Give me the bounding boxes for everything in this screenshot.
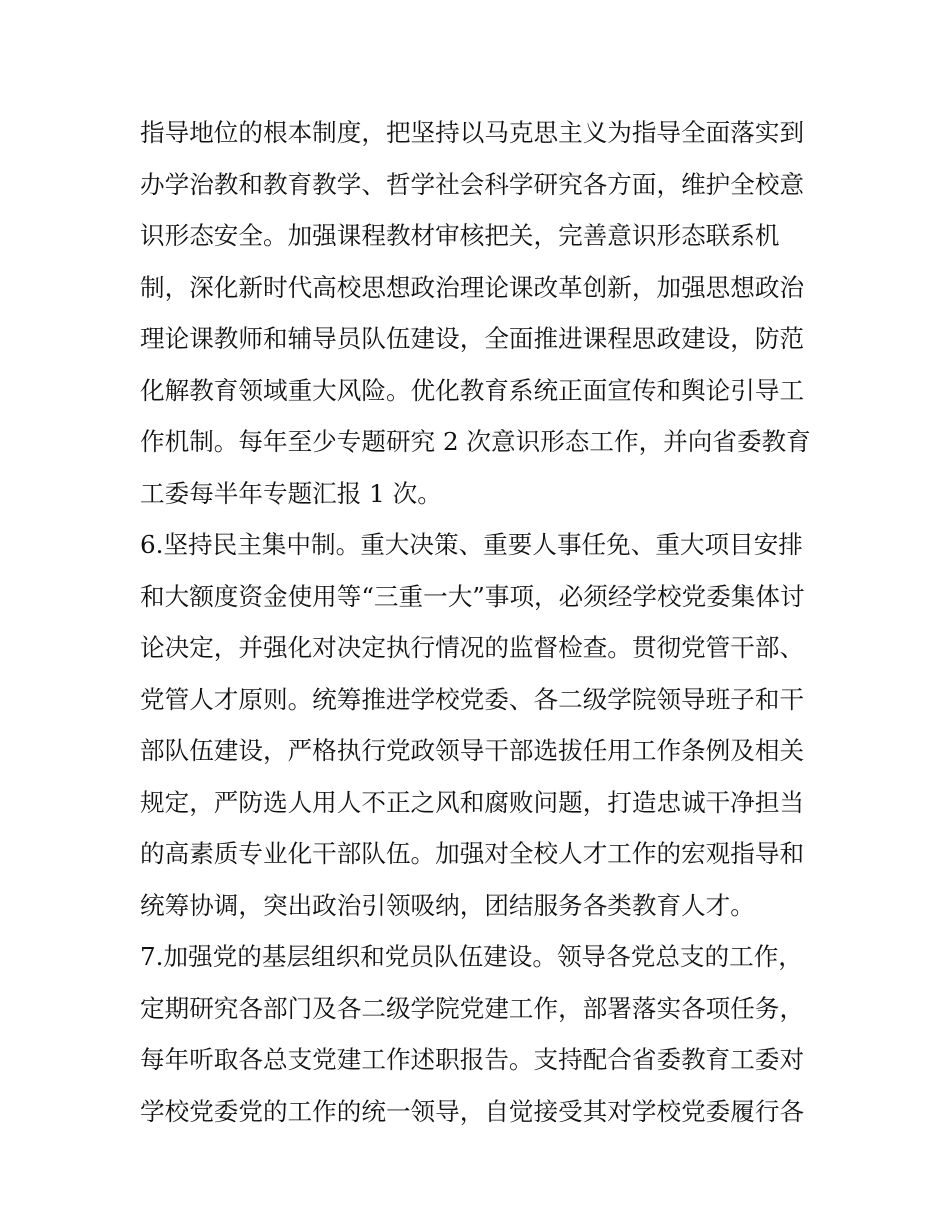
text-line: 部队伍建设，严格执行党政领导干部选拔任用工作条例及相关 bbox=[140, 736, 805, 765]
text-line: 7.加强党的基层组织和党员队伍建设。领导各党总支的工作， bbox=[140, 942, 803, 971]
text-line: 规定，严防选人用人不正之风和腐败问题，打造忠诚干净担当 bbox=[140, 787, 805, 817]
text-line: 学校党委党的工作的统一领导，自觉接受其对学校党委履行各 bbox=[140, 1096, 805, 1126]
text-line: 论决定，并强化对决定执行情况的监督检查。贯彻党管干部、 bbox=[140, 633, 805, 662]
text-line: 作机制。每年至少专题研究 2 次意识形态工作，并向省委教育 bbox=[140, 427, 811, 456]
text-line: 6.坚持民主集中制。重大决策、重要人事任免、重大项目安排 bbox=[140, 530, 803, 559]
text-line: 统筹协调，突出政治引领吸纳，团结服务各类教育人才。 bbox=[140, 890, 755, 920]
text-line: 理论课教师和辅导员队伍建设，全面推进课程思政建设，防范 bbox=[140, 324, 805, 353]
text-line: 办学治教和教育教学、哲学社会科学研究各方面，维护全校意 bbox=[140, 169, 805, 199]
text-line: 制，深化新时代高校思想政治理论课改革创新，加强思想政治 bbox=[140, 272, 805, 302]
body-text bbox=[140, 107, 820, 1137]
text-line: 和大额度资金使用等“三重一大”事项，必须经学校党委集体讨 bbox=[140, 581, 805, 611]
text-line: 定期研究各部门及各二级学院党建工作，部署落实各项任务， bbox=[140, 993, 805, 1023]
text-line: 识形态安全。加强课程教材审核把关，完善意识形态联系机 bbox=[140, 221, 780, 250]
text-line: 指导地位的根本制度，把坚持以马克思主义为指导全面落实到 bbox=[140, 118, 805, 147]
text-line: 党管人才原则。统筹推进学校党委、各二级学院领导班子和干 bbox=[140, 684, 805, 714]
text-line: 的高素质专业化干部队伍。加强对全校人才工作的宏观指导和 bbox=[140, 839, 805, 868]
text-line: 每年听取各总支党建工作述职报告。支持配合省委教育工委对 bbox=[140, 1045, 805, 1074]
text-line: 工委每半年专题汇报 1 次。 bbox=[140, 478, 442, 508]
text-line: 化解教育领域重大风险。优化教育系统正面宣传和舆论引导工 bbox=[140, 375, 805, 405]
